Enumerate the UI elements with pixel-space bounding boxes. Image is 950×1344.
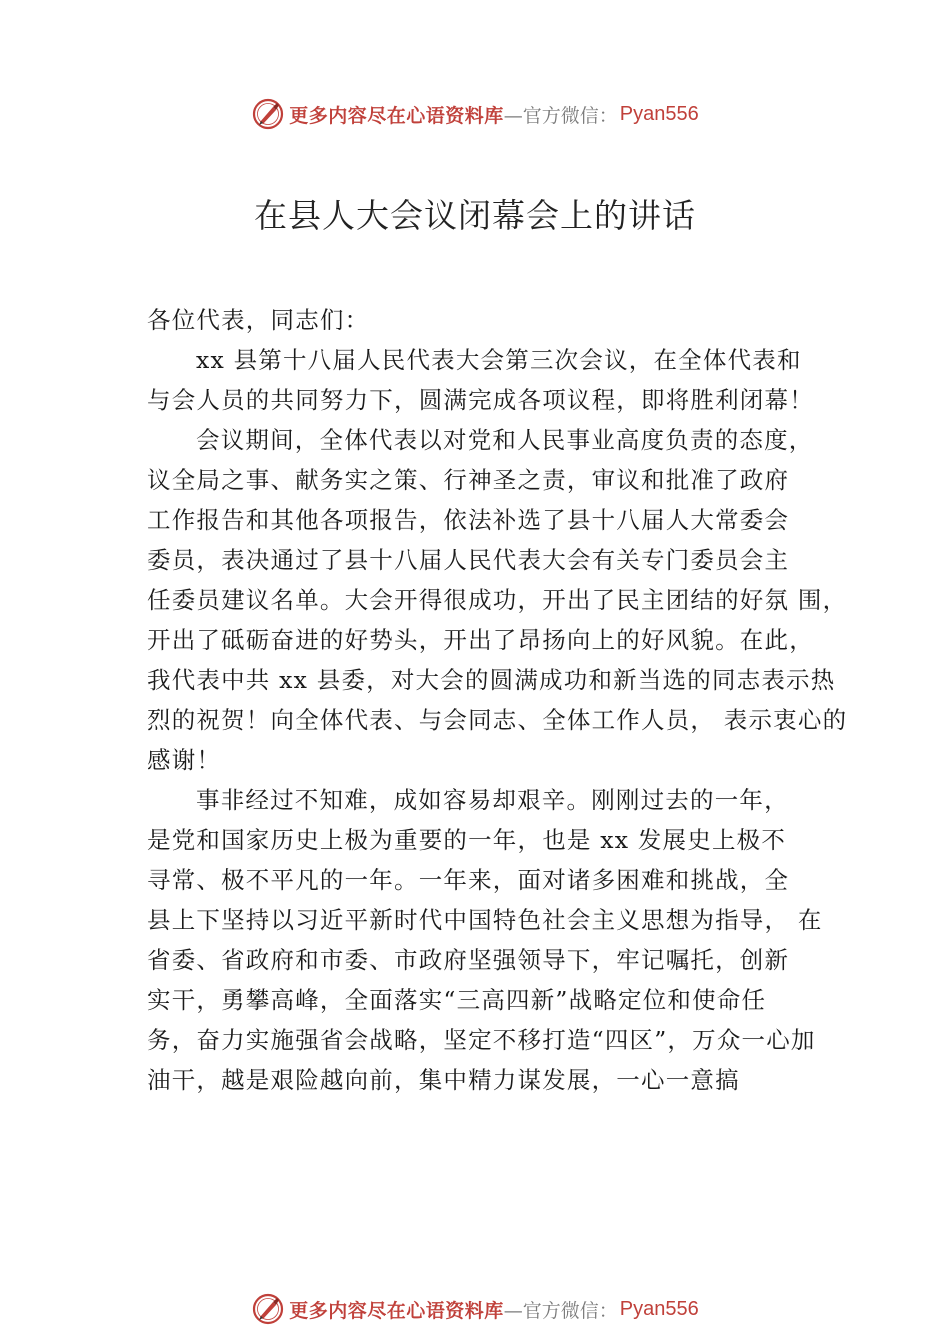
paragraph-line: 县上下坚持以习近平新时代中国特色社会主义思想为指导， 在 — [147, 906, 823, 934]
salutation-line: 各位代表，同志们： — [147, 306, 370, 334]
banner-wechat-label: —官方微信： — [503, 1299, 618, 1322]
paragraph-line: 开出了砥砺奋进的好势头，开出了昂扬向上的好风貌。在此， — [147, 626, 814, 654]
fountain-pen-seal-icon — [251, 1292, 285, 1326]
paragraph-line: 实干，勇攀高峰，全面落实“三高四新”战略定位和使命任 — [147, 986, 767, 1014]
banner-wechat-id: Pyan556 — [619, 1297, 699, 1320]
banner-wechat-id: Pyan556 — [619, 102, 699, 125]
paragraph-line: 省委、省政府和市委、市政府坚强领导下，牢记嘱托，创新 — [147, 946, 790, 974]
document-title: 在县人大会议闭幕会上的讲话 — [254, 196, 696, 235]
paragraph-line: 委员，表决通过了县十八届人民代表大会有关专门委员会主 — [147, 546, 790, 574]
paragraph-line: 任委员建议名单。大会开得很成功，开出了民主团结的好氛 围， — [147, 586, 848, 614]
paragraph-line: 会议期间，全体代表以对党和人民事业高度负责的态度， — [196, 426, 814, 454]
paragraph-line: 烈的祝贺！向全体代表、与会同志、全体工作人员， 表示衷心的 — [147, 706, 848, 734]
fountain-pen-seal-icon — [251, 97, 285, 131]
paragraph-line: 我代表中共 xx 县委，对大会的圆满成功和新当选的同志表示热 — [147, 666, 836, 694]
paragraph-line: 寻常、极不平凡的一年。一年来，面对诸多困难和挑战，全 — [147, 866, 790, 894]
paragraph-line: 是党和国家历史上极为重要的一年，也是 xx 发展史上极不 — [147, 826, 787, 854]
paragraph-line: 事非经过不知难，成如容易却艰辛。刚刚过去的一年， — [196, 786, 789, 814]
paragraph-line: 感谢！ — [147, 746, 222, 774]
paragraph-line: 油干，越是艰险越向前，集中精力谋发展，一心一意搞 — [147, 1066, 740, 1094]
banner-library-text: 更多内容尽在心语资料库 — [289, 104, 504, 127]
paragraph-line: 议全局之事、献务实之策、行神圣之责，审议和批准了政府 — [147, 466, 790, 494]
header-watermark-banner — [0, 94, 950, 134]
paragraph-line: 务，奋力实施强省会战略，坚定不移打造“四区”，万众一心加 — [147, 1026, 816, 1054]
document-body — [147, 300, 857, 1100]
paragraph-line: 工作报告和其他各项报告，依法补选了县十八届人大常委会 — [147, 506, 790, 534]
banner-library-text: 更多内容尽在心语资料库 — [289, 1299, 504, 1322]
paragraph-line: xx 县第十八届人民代表大会第三次会议，在全体代表和 — [196, 346, 802, 374]
paragraph-line: 与会人员的共同努力下，圆满完成各项议程，即将胜利闭幕！ — [147, 386, 814, 414]
banner-wechat-label: —官方微信： — [503, 104, 618, 127]
footer-watermark-banner — [0, 1289, 950, 1329]
